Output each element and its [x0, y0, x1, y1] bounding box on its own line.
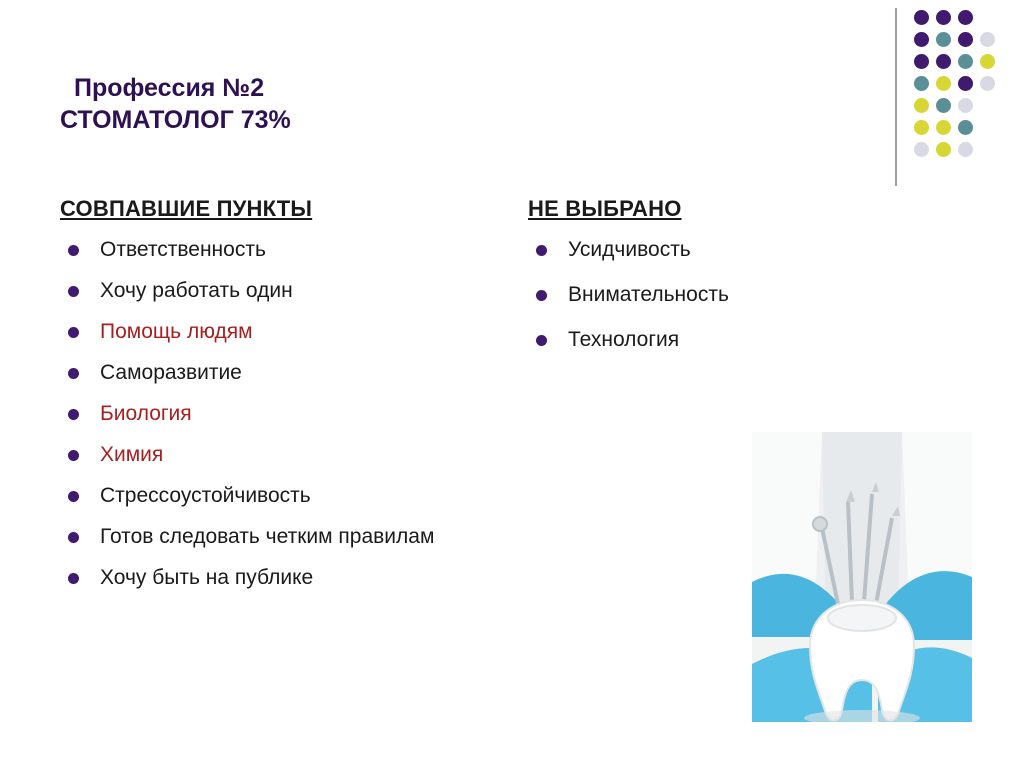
list-item [60, 318, 490, 345]
dot [936, 10, 951, 25]
dot [958, 54, 973, 69]
bullet-icon [68, 286, 79, 297]
not-selected-list [528, 236, 878, 353]
list-item-label: Хочу работать один [100, 279, 293, 302]
dental-photo [752, 432, 972, 722]
dot [958, 142, 973, 157]
list-item-label: Технология [568, 328, 680, 351]
list-item [528, 236, 878, 263]
dot [936, 32, 951, 47]
bullet-icon [68, 573, 79, 584]
list-item-label: Ответственность [100, 238, 266, 261]
dot [914, 76, 929, 91]
dot [936, 142, 951, 157]
dot [980, 76, 995, 91]
not-selected-column [528, 196, 878, 371]
dot [914, 120, 929, 135]
bullet-icon [536, 290, 547, 301]
dot [914, 98, 929, 113]
dental-photo-illustration [752, 432, 972, 722]
dot [936, 54, 951, 69]
vertical-divider [895, 8, 897, 186]
list-item [60, 441, 490, 468]
list-item [528, 281, 878, 308]
list-item-label: Помощь людям [100, 320, 253, 343]
list-item [60, 523, 490, 550]
dot [914, 142, 929, 157]
dot [958, 98, 973, 113]
list-item [528, 326, 878, 353]
bullet-icon [68, 368, 79, 379]
list-item [60, 277, 490, 304]
list-item-label: Усидчивость [568, 238, 691, 261]
bullet-icon [536, 245, 547, 256]
list-item [60, 400, 490, 427]
list-item [60, 564, 490, 591]
dot [914, 32, 929, 47]
matched-heading: СОВПАВШИЕ ПУНКТЫ [60, 196, 313, 221]
matched-items-column [60, 196, 490, 605]
dot [980, 54, 995, 69]
list-item [60, 482, 490, 509]
page-title [60, 72, 620, 136]
title-line-result: СТОМАТОЛОГ 73% [60, 106, 291, 134]
not-selected-heading: НЕ ВЫБРАНО [528, 196, 682, 221]
bullet-icon [68, 450, 79, 461]
dot [936, 98, 951, 113]
list-item [60, 359, 490, 386]
dot [958, 120, 973, 135]
dot [936, 120, 951, 135]
bullet-icon [68, 491, 79, 502]
bullet-icon [536, 335, 547, 346]
list-item-label: Химия [100, 443, 164, 466]
list-item-label: Внимательность [568, 283, 729, 306]
dot [936, 76, 951, 91]
bullet-icon [68, 245, 79, 256]
dot [914, 54, 929, 69]
matched-list [60, 236, 490, 591]
dot [958, 10, 973, 25]
bullet-icon [68, 327, 79, 338]
bullet-icon [68, 532, 79, 543]
list-item-label: Хочу быть на публике [100, 566, 314, 589]
list-item [60, 236, 490, 263]
list-item-label: Биология [100, 402, 192, 425]
dot-grid-decoration [900, 10, 1010, 170]
dot [958, 32, 973, 47]
list-item-label: Саморазвитие [100, 361, 242, 384]
list-item-label: Готов следовать четким правилам [100, 525, 435, 548]
list-item-label: Стрессоустойчивость [100, 484, 311, 507]
dot [914, 10, 929, 25]
title-line-profession: Профессия №2 [74, 74, 265, 102]
dot [980, 32, 995, 47]
dot [958, 76, 973, 91]
bullet-icon [68, 409, 79, 420]
